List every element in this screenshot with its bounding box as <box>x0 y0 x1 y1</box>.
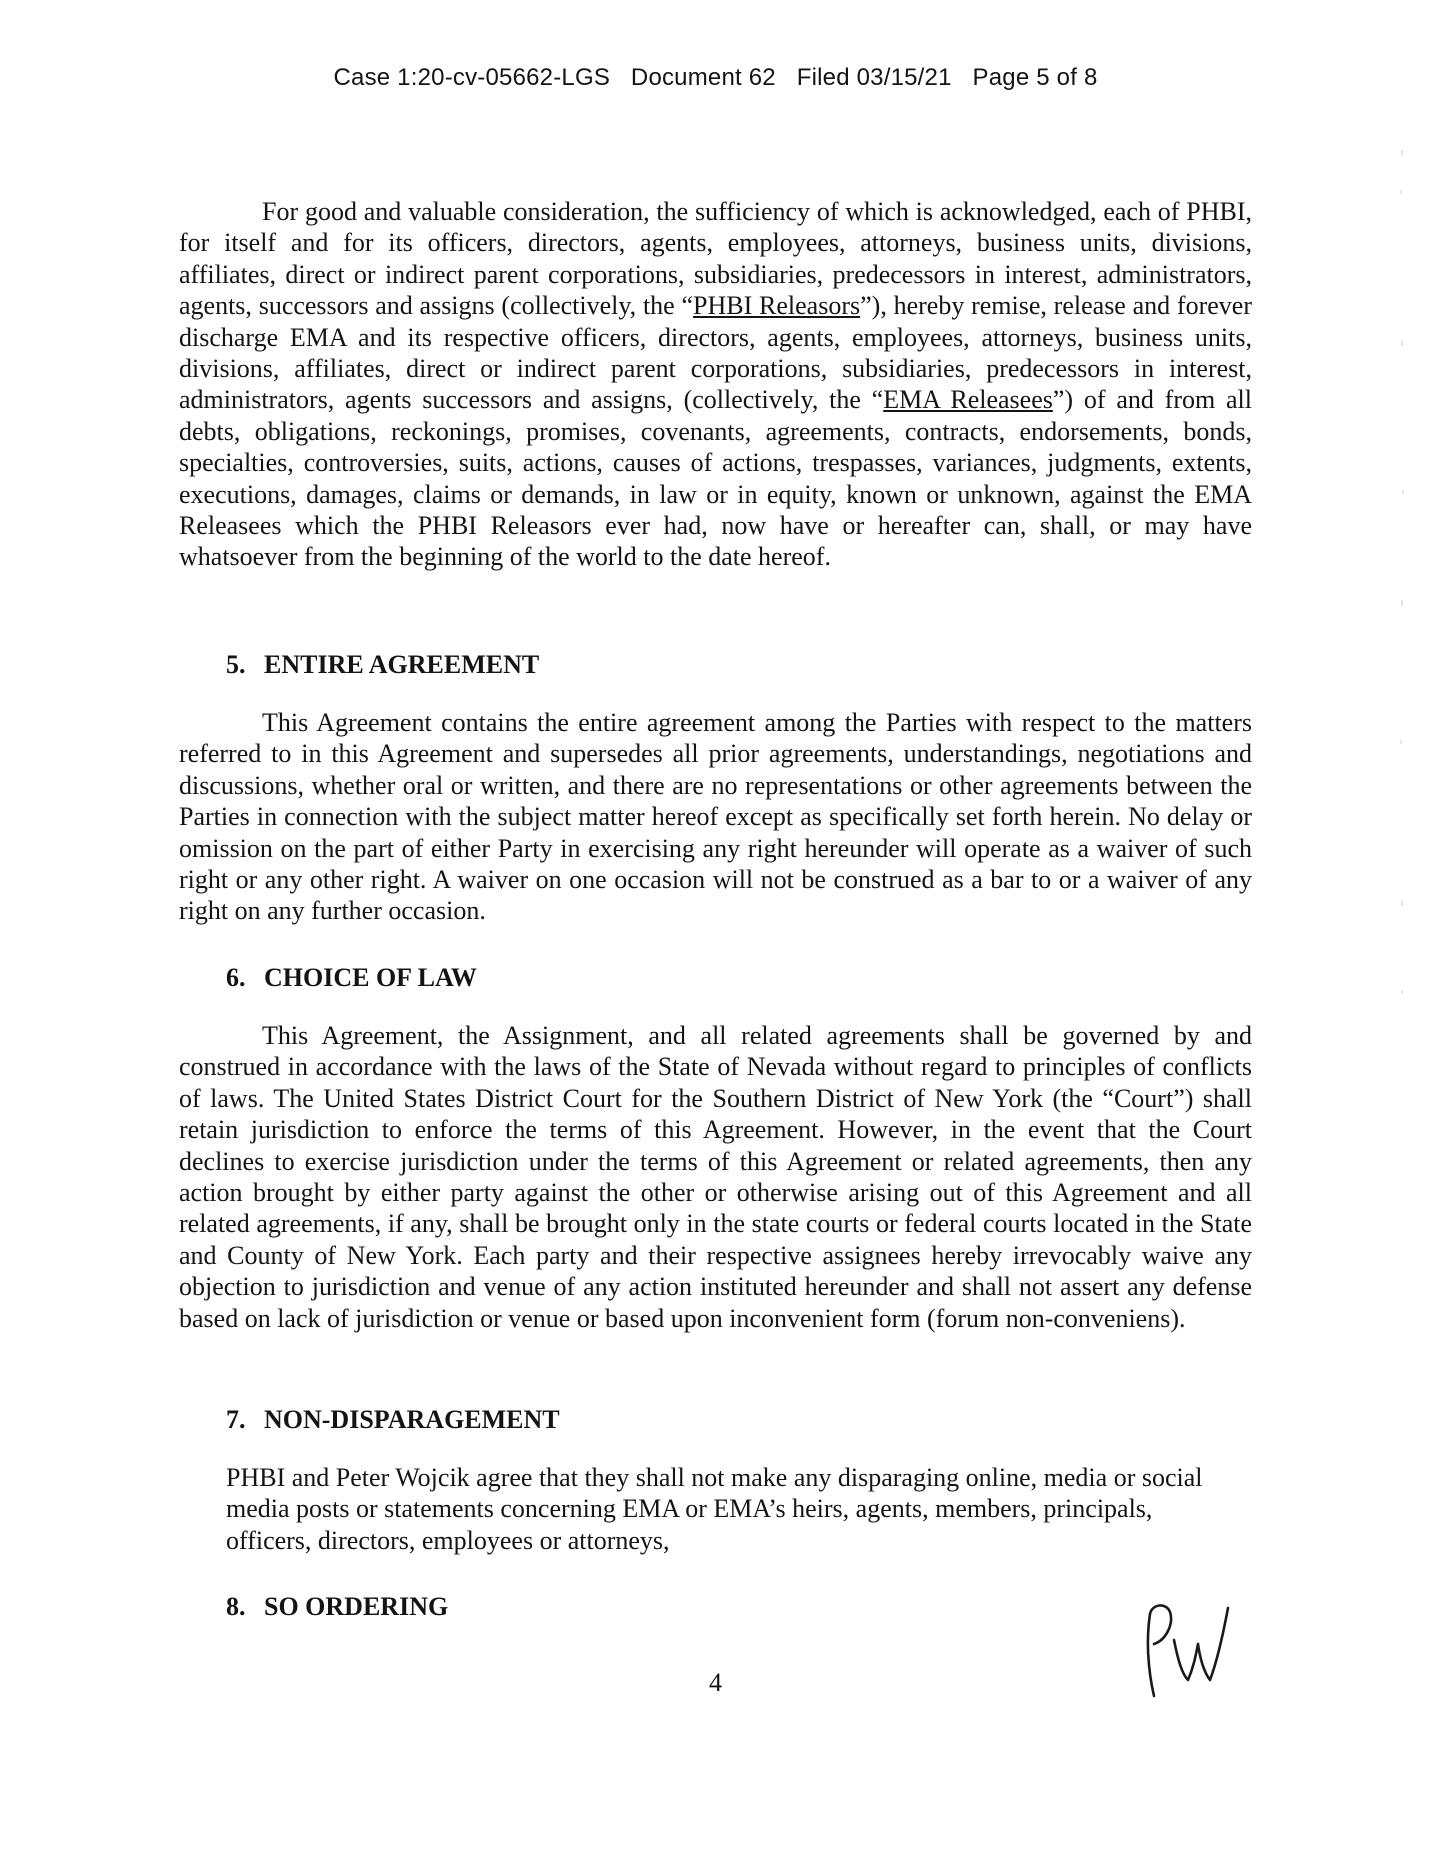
handwritten-initials-signature <box>1140 1600 1240 1710</box>
release-text-part-1: For good and valuable consideration, the sufficiency of which is acknowledged, each of PHBI, for itself and for its officers, directors, agents, employees, attorneys, business units, divisions, affiliates, direct or indirect parent corporations, subsidiaries, predecessors in interest, administrators, agents, successors and assigns (collectively, the “ <box>179 197 1252 321</box>
section-number: 5. <box>226 650 246 679</box>
section-title: CHOICE OF LAW <box>264 963 477 992</box>
filed-date: Filed 03/15/21 <box>796 64 952 91</box>
scan-margin-specks <box>1396 130 1408 1230</box>
section-title: NON-DISPARAGEMENT <box>264 1405 560 1434</box>
defined-term-phbi-releasors: PHBI Releasors <box>693 291 861 321</box>
release-text-part-2: ”), hereby remise, release and forever discharge EMA and its respective officers, directors, agents, employees, attorneys, business units, divisions, affiliates, direct or indirect parent corporations, subsidiaries, predecessors in interest, administrators, agents successors and assigns, (collectively, the “ <box>179 291 1252 415</box>
section-title: SO ORDERING <box>264 1592 449 1621</box>
section-text-entire-agreement: This Agreement contains the entire agreement among the Parties with respect to the matters referred to in this Agreement and supersedes all prior agreements, understandings, negotiations and discussions, whether oral or written, and there are no representations or other agreements between the Parties in connection with the subject matter hereof except as specifically set forth herein. No delay or omission on the part of either Party in exercising any right hereunder will operate as a waiver of such right or any other right. A waiver on one occasion will not be construed as a bar to or a waiver of any right on any further occasion. <box>179 708 1252 926</box>
section-title: ENTIRE AGREEMENT <box>264 650 540 679</box>
case-number: Case 1:20-cv-05662-LGS <box>333 64 611 91</box>
section-number: 8. <box>226 1592 246 1621</box>
defined-term-ema-releasees: EMA Releasees <box>883 385 1053 415</box>
section-text-choice-of-law: This Agreement, the Assignment, and all related agreements shall be governed by and construed in accordance with the laws of the State of Nevada without regard to principles of conflicts of laws. The United States District Court for the Southern District of New York (the “Court”) shall retain jurisdiction to enforce the terms of this Agreement. However, in the event that the Court declines to exercise jurisdiction under the terms of this Agreement or related agreements, then any action brought by either party against the other or otherwise arising out of this Agreement and all related agreements, if any, shall be brought only in the state courts or federal courts located in the State and County of New York. Each party and their respective assignees hereby irrevocably waive any objection to jurisdiction and venue of any action instituted hereunder and shall not assert any defense based on lack of jurisdiction or venue or based upon inconvenient form (forum non-conveniens). <box>179 1021 1252 1333</box>
section-number: 6. <box>226 963 246 992</box>
document-number: Document 62 <box>630 64 776 91</box>
page-indicator: Page 5 of 8 <box>972 64 1098 91</box>
section-heading-choice-of-law <box>226 963 477 993</box>
release-paragraph <box>179 196 1252 573</box>
section-heading-non-disparagement <box>226 1405 560 1435</box>
section-heading-so-ordering <box>226 1592 448 1622</box>
release-text-part-3: ”) of and from all debts, obligations, reckonings, promises, covenants, agreements, contracts, endorsements, bonds, specialties, controversies, suits, actions, causes of actions, trespasses, variances, judgments, extents, executions, damages, claims or demands, in law or in equity, known or unknown, against the EMA Releasees which the PHBI Releasors ever had, now have or hereafter can, shall, or may have whatsoever from the beginning of the world to the date hereof. <box>179 385 1253 572</box>
section-heading-entire-agreement <box>226 650 539 680</box>
section-text-non-disparagement: PHBI and Peter Wojcik agree that they shall not make any disparaging online, media or social media posts or statements concerning EMA or EMA’s heirs, agents, members, principals, officers, directors, employees or attorneys, <box>226 1463 1203 1555</box>
page-number: 4 <box>709 1668 722 1697</box>
case-header <box>0 64 1431 92</box>
section-number: 7. <box>226 1405 246 1434</box>
